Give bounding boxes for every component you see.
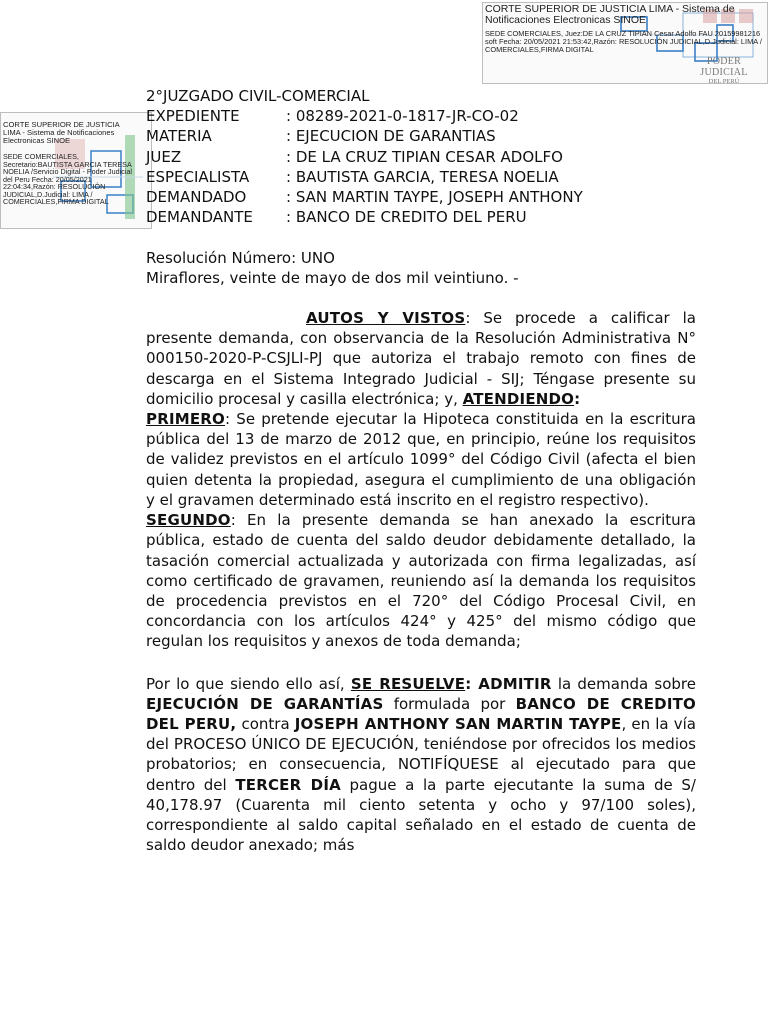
field-label: DEMANDANTE [146,208,253,227]
digital-signature-stamp-top [482,2,768,84]
header-field-demandante [146,207,696,227]
brand-name: PODER JUDICIAL [700,56,748,78]
field-value: : EJECUCION DE GARANTIAS [286,127,496,146]
admitir-label: ADMITIR [478,674,552,693]
brand-sub: DEL PERÚ [708,78,740,85]
autos-label: AUTOS Y VISTOS [306,309,466,328]
segundo-label: SEGUNDO [146,511,231,530]
header-field-especialista [146,167,696,187]
header-field-expediente [146,106,696,126]
header-field-materia [146,126,696,146]
header-field-demandado [146,187,696,207]
paragraph-segundo: SEGUNDO: En la presente demanda se han anexado la escritura pública, estado de cuenta del saldo deudor debidamente detallado, la tasación comercial actualizada y autorizada con firma legalizadas, así como certificado de gravamen, reuniendo así la demanda los requisitos de procedencia previstos en el 720° del Código Procesal Civil, en concordancia con los artículos 424° y 425° del mismo código que regulan los requisitos y anexos de toda demanda; [146,511,696,651]
field-value: : 08289-2021-0-1817-JR-CO-02 [286,107,519,126]
field-value: : BANCO DE CREDITO DEL PERU [286,208,527,227]
se-resuelve-label: SE RESUELVE [350,674,466,693]
primero-label: PRIMERO [146,410,226,429]
field-value: : SAN MARTIN TAYPE, JOSEPH ANTHONY [286,187,583,206]
poder-judicial-brand [683,56,765,85]
tercer-dia-label: TERCER DÍA [235,775,341,794]
field-label: DEMANDADO [146,187,247,206]
paragraph-se-resuelve: Por lo que siendo ello así, SE RESUELVE: ADMITIR la demanda sobre EJECUCIÓN DE GARANTÍAS formulada por BANCO DE CREDITO DEL PERU, contra JOSEPH ANTHONY SAN MARTIN TAYPE, en la vía del PROCESO ÚNICO DE EJECUCIÓN, teniéndose por ofrecidos los medios probatorios; en consecuencia, NOTIFÍQUESE al ejecutado para que dentro del TERCER DÍA pague a la parte ejecutante la suma de S/ 40,178.97 (Cuarenta mil ciento setenta y ocho y 97/100 soles), correspondiente al saldo capital señalado en el estado de cuenta de saldo deudor anexado; más [146,674,696,855]
field-value: : BAUTISTA GARCIA, TERESA NOELIA [286,167,559,186]
field-label: MATERIA [146,127,212,146]
ejecutado-name: JOSEPH ANTHONY SAN MARTIN TAYPE [294,714,622,733]
banco-label: BANCO DE CREDITO DEL PERU, [146,694,696,733]
atendiendo-label: ATENDIENDO [462,389,575,408]
stamp-details: SEDE COMERCIALES, Secretario:BAUTISTA GARCIA TERESA NOELIA /Servicio Digital - Poder Judicial del Peru Fecha: 20/05/2021 22:04:34,Razón: RESOLUCIÓN JUDICIAL,D.Judicial: LIMA / COMERCIALES,FIRMA DIGITAL [3,152,133,207]
stamp-details: SEDE COMERCIALES, Juez:DE LA CRUZ TIPIAN Cesar Adolfo FAU 20159981216 soft Fecha: 20/05/2021 21:53:42,Razón: RESOLUCIÓN JUDICIAL,D.Judicial: LIMA / COMERCIALES,FIRMA DIGITAL [485,29,762,54]
court-name: 2°JUZGADO CIVIL-COMERCIAL [146,87,370,105]
field-label: ESPECIALISTA [146,167,250,186]
paragraph-autos-y-vistos: AUTOS Y VISTOS: Se procede a calificar la presente demanda, con observancia de la Resolución Administrativa N° 000150-2020-P-CSJLI-PJ que autoriza el trabajo remoto con fines de descarga en el Sistema Integrado Judicial - SIJ; Téngase presente su domicilio procesal y casilla electrónica; y, ATENDIENDO: [146,309,696,408]
digital-signature-stamp-left [0,112,152,229]
field-label: JUEZ [146,147,182,166]
resolution-number: Resolución Número: UNO [146,248,335,267]
header-field-juez [146,147,696,167]
paragraph-primero: PRIMERO: Se pretende ejecutar la Hipoteca constituida en la escritura pública del 13 de marzo de 2012 que, en principio, reúne los requisitos de validez previstos en el artículo 1099° del Código Civil (afecta el bien quien detenta la propiedad, asegura el cumplimiento de una obligación y el gravamen determinado está inscrito en el registro respectivo). [146,410,696,509]
place-date: Miraflores, veinte de mayo de dos mil veintiuno. - [146,268,519,287]
ejecucion-label: EJECUCIÓN DE GARANTÍAS [146,694,384,713]
stamp-title: CORTE SUPERIOR DE JUSTICIA LIMA - Sistema de Notificaciones Electronicas SINOE [485,3,735,27]
field-label: EXPEDIENTE [146,107,240,126]
resolution-document [146,86,696,855]
field-value: : DE LA CRUZ TIPIAN CESAR ADOLFO [286,147,563,166]
stamp-title: CORTE SUPERIOR DE JUSTICIA LIMA - Sistema de Notificaciones Electronicas SINOE [3,120,120,145]
